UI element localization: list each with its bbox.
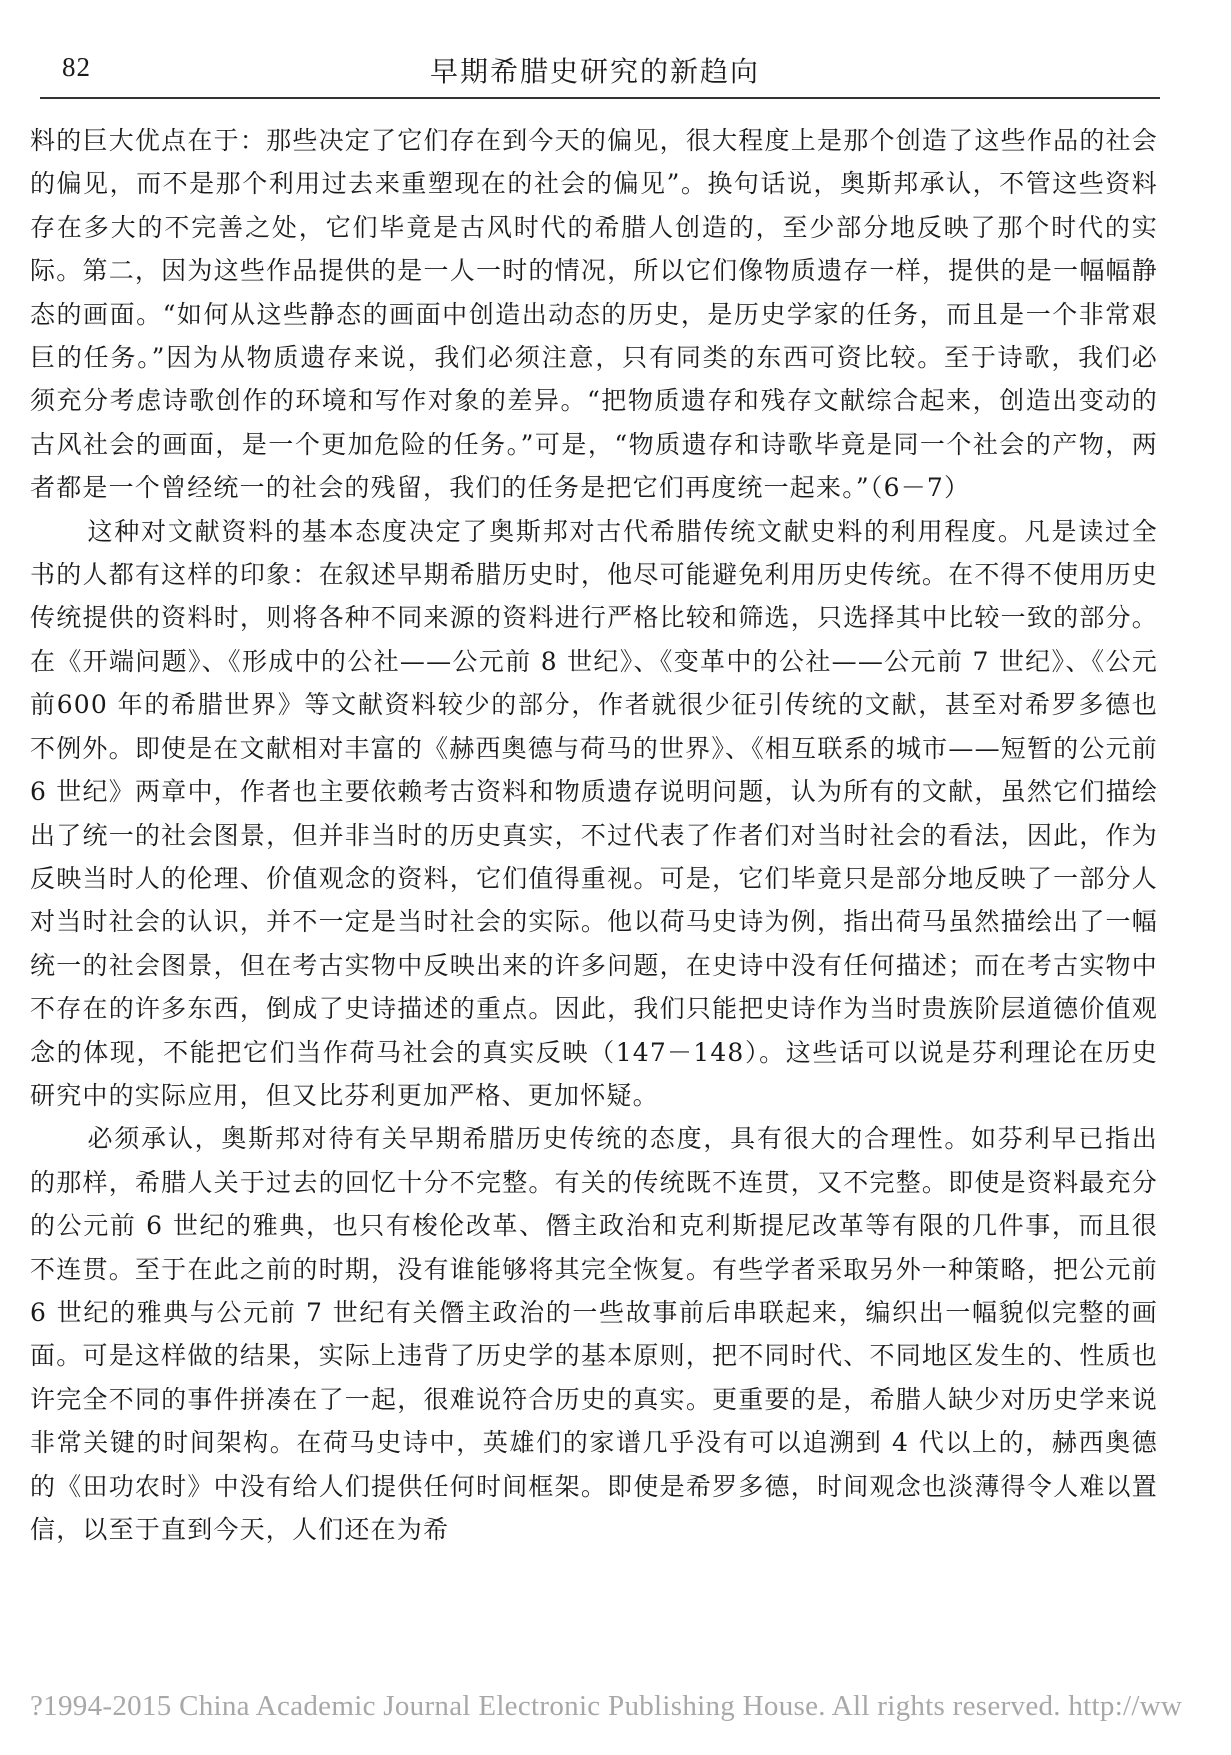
copyright-footer: ?1994-2015 China Academic Journal Electronic Publishing House. All rights reserved. http://ww bbox=[30, 1690, 1183, 1722]
page-number: 82 bbox=[62, 52, 91, 82]
header-rule bbox=[40, 97, 1160, 99]
paragraph-2: 这种对文献资料的基本态度决定了奥斯邦对古代希腊传统文献史料的利用程度。凡是读过全书的人都有这样的印象：在叙述早期希腊历史时，他尽可能避免利用历史传统。在不得不使用历史传统提供的资料时，则将各种不同来源的资料进行严格比较和筛选，只选择其中比较一致的部分。在《开端问题》、《形成中的公社——公元前 8 世纪》、《变革中的公社——公元前 7 世纪》、《公元前600 年的希腊世界》等文献资料较少的部分，作者就很少征引传统的文献，甚至对希罗多德也不例外。即使是在文献相对丰富的《赫西奥德与荷马的世界》、《相互联系的城市——短暂的公元前 6 世纪》两章中，作者也主要依赖考古资料和物质遗存说明问题，认为所有的文献，虽然它们描绘出了统一的社会图景，但并非当时的历史真实，不过代表了作者们对当时社会的看法，因此，作为反映当时人的伦理、价值观念的资料，它们值得重视。可是，它们毕竟只是部分地反映了一部分人对当时社会的认识，并不一定是当时社会的实际。他以荷马史诗为例，指出荷马虽然描绘出了一幅统一的社会图景，但在考古实物中反映出来的许多问题，在史诗中没有任何描述；而在考古实物中不存在的许多东西，倒成了史诗描述的重点。因此，我们只能把史诗作为当时贵族阶层道德价值观念的体现，不能把它们当作荷马社会的真实反映（147－148）。这些话可以说是芬利理论在历史研究中的实际应用，但又比芬利更加严格、更加怀疑。 bbox=[30, 516, 1158, 1110]
body-text bbox=[30, 119, 1158, 1551]
paragraph-3: 必须承认，奥斯邦对待有关早期希腊历史传统的态度，具有很大的合理性。如芬利早已指出的那样，希腊人关于过去的回忆十分不完整。有关的传统既不连贯，又不完整。即使是资料最充分的公元前 6 世纪的雅典，也只有梭伦改革、僭主政治和克利斯提尼改革等有限的几件事，而且很不连贯。至于在此之前的时期，没有谁能够将其完全恢复。有些学者采取另外一种策略，把公元前 6 世纪的雅典与公元前 7 世纪有关僭主政治的一些故事前后串联起来，编织出一幅貌似完整的画面。可是这样做的结果，实际上违背了历史学的基本原则，把不同时代、不同地区发生的、性质也许完全不同的事件拼凑在了一起，很难说符合历史的真实。更重要的是，希腊人缺少对历史学来说非常关键的时间架构。在荷马史诗中，英雄们的家谱几乎没有可以追溯到 4 代以上的，赫西奥德的《田功农时》中没有给人们提供任何时间框架。即使是希罗多德，时间观念也淡薄得令人难以置信，以至于直到今天，人们还在为希 bbox=[30, 1124, 1158, 1544]
running-title: 早期希腊史研究的新趋向 bbox=[430, 55, 761, 88]
paragraph-1: 料的巨大优点在于：那些决定了它们存在到今天的偏见，很大程度上是那个创造了这些作品的社会的偏见，而不是那个利用过去来重塑现在的社会的偏见”。换句话说，奥斯邦承认，不管这些资料存在多大的不完善之处，它们毕竟是古风时代的希腊人创造的，至少部分地反映了那个时代的实际。第二，因为这些作品提供的是一人一时的情况，所以它们像物质遗存一样，提供的是一幅幅静态的画面。“如何从这些静态的画面中创造出动态的历史，是历史学家的任务，而且是一个非常艰巨的任务。”因为从物质遗存来说，我们必须注意，只有同类的东西可资比较。至于诗歌，我们必须充分考虑诗歌创作的环境和写作对象的差异。“把物质遗存和残存文献综合起来，创造出变动的古风社会的画面，是一个更加危险的任务。”可是，“物质遗存和诗歌毕竟是同一个社会的产物，两者都是一个曾经统一的社会的残留，我们的任务是把它们再度统一起来。”（6－7） bbox=[30, 126, 1158, 503]
